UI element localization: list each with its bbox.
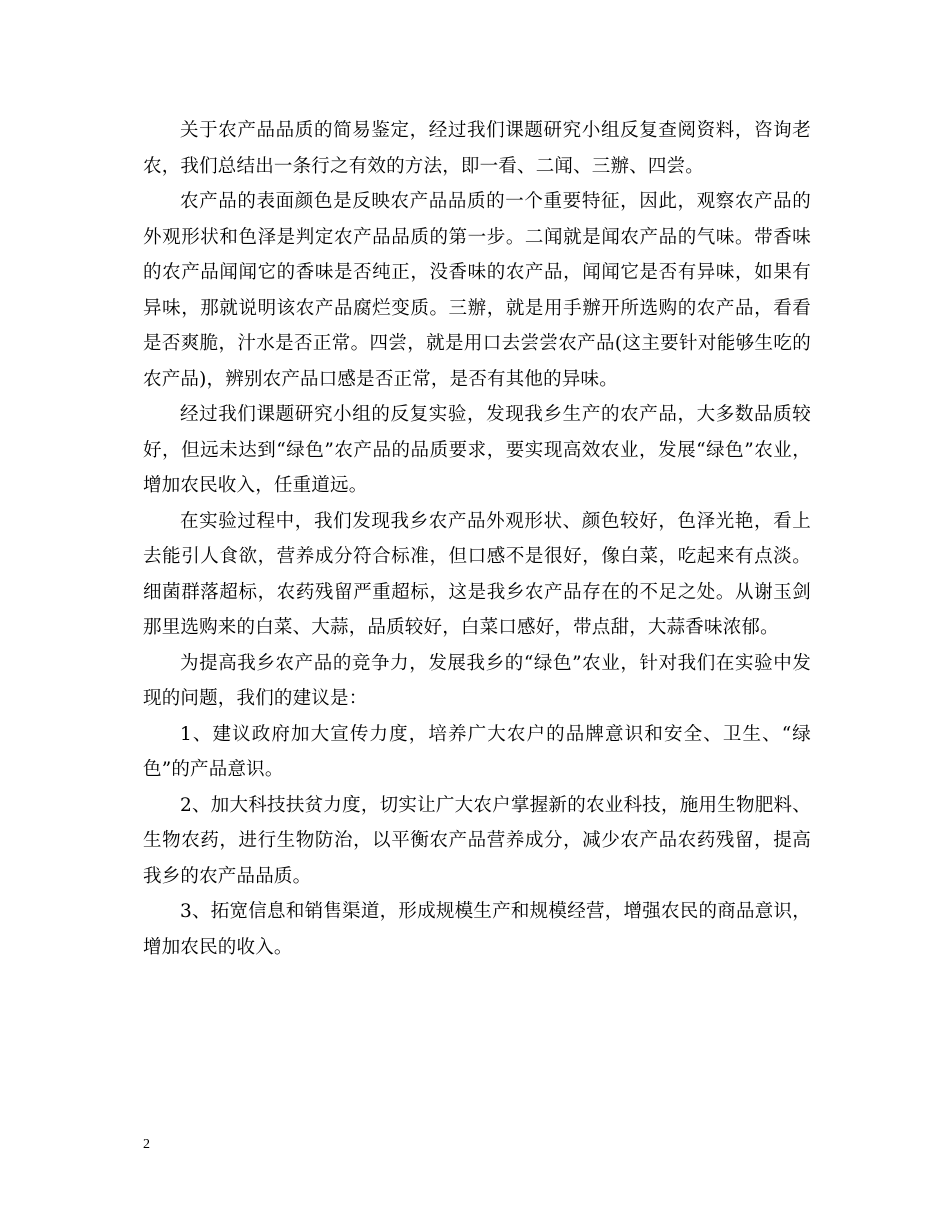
paragraph-method-detail: 农产品的表面颜色是反映农产品品质的一个重要特征，因此，观察农产品的外观形状和色泽是判定农产品品质的第一步。二闻就是闻农产品的气味。带香味的农产品闻闻它的香味是否纯正，没香味的农产品，闻闻它是否有异味，如果有异味，那就说明该农产品腐烂变质。三辦，就是用手辦开所选购的农产品，看看是否爽脆，汁水是否正常。四尝，就是用口去尝尝农产品(这主要针对能够生吃的农产品)，辨别农产品口感是否正常，是否有其他的异味。 [143, 191, 811, 390]
paragraph-suggestion-1: 1、建议政府加大宣传力度，培养广大农户的品牌意识和安全、卫生、“绿色”的产品意识。 [143, 723, 811, 780]
paragraph-experiment-finding: 经过我们课题研究小组的反复实验，发现我乡生产的农产品，大多数品质较好，但远未达到“绿色”农产品的品质要求，要实现高效农业，发展“绿色”农业，增加农民收入，任重道远。 [143, 404, 811, 496]
document-body [143, 113, 811, 965]
paragraph-suggestion-3: 3、拓宽信息和销售渠道，形成规模生产和规模经营，增强农民的商品意识，增加农民的收入。 [143, 901, 811, 958]
paragraph-suggestion-2: 2、加大科技扶贫力度，切实让广大农户掌握新的农业科技，施用生物肥料、生物农药，进行生物防治，以平衡农产品营养成分，减少农产品农药残留，提高我乡的农产品品质。 [143, 794, 811, 887]
paragraph-method-intro: 关于农产品品质的简易鉴定，经过我们课题研究小组反复查阅资料，咨询老农，我们总结出一条行之有效的方法，即一看、二闻、三辦、四尝。 [143, 120, 811, 177]
page-number: 2 [143, 1137, 150, 1152]
paragraph-suggestions-intro: 为提高我乡农产品的竞争力，发展我乡的“绿色”农业，针对我们在实验中发现的问题，我们的建议是： [143, 652, 811, 709]
paragraph-experiment-process: 在实验过程中，我们发现我乡农产品外观形状、颜色较好，色泽光艳，看上去能引人食欲，营养成分符合标准，但口感不是很好，像白菜，吃起来有点淡。细菌群落超标，农药残留严重超标，这是我乡农产品存在的不足之处。从谢玉剑那里选购来的白菜、大蒜，品质较好，白菜口感好，带点甜，大蒜香味浓郁。 [143, 510, 811, 638]
